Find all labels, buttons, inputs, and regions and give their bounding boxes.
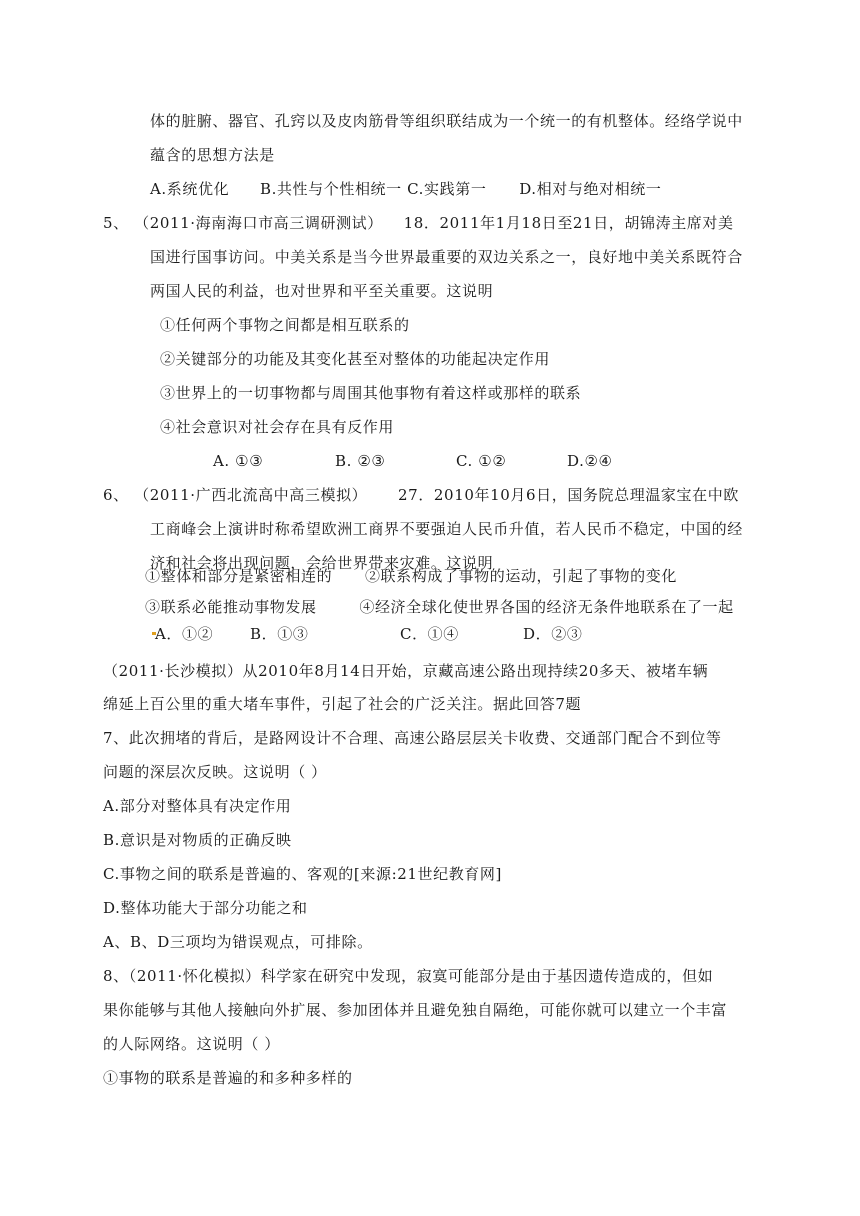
q6-statement-row-2: [145, 597, 734, 617]
q6-stem-line-1: [103, 485, 739, 505]
q5-number: 5、: [103, 214, 129, 232]
q6-number: 6、: [103, 486, 129, 504]
q5-statement-3: ③世界上的一切事物都与周围其他事物有着这样或那样的联系: [160, 384, 582, 402]
q5-option-c: C. ①②: [456, 452, 507, 470]
q5-statement-2: ②关键部分的功能及其变化甚至对整体的功能起决定作用: [160, 350, 551, 368]
q6-option-b: B．①③: [250, 625, 309, 643]
q4-option-b: B.共性与个性相统一: [259, 180, 402, 198]
q4-stem-line-2: 蕴含的思想方法是: [150, 146, 275, 164]
q7-stem-line-1: 7、此次拥堵的背后，是路网设计不合理、高速公路层层关卡收费、交通部门配合不到位等: [103, 729, 722, 747]
q6-option-a: A．①②: [155, 625, 214, 643]
q6-statement-4: ④经济全球化使世界各国的经济无条件地联系在了一起: [359, 598, 734, 616]
q8-stem-line-2: 果你能够与其他人接触向外扩展、参加团体并且避免独自隔绝，可能你就可以建立一个丰富: [103, 1001, 728, 1019]
q6-statement-row-1: [145, 566, 677, 586]
q4-stem-line-1: 体的脏腑、器官、孔窍以及皮肉筋骨等组织联结成为一个统一的有机整体。经络学说中: [150, 112, 743, 130]
q7-option-c: C.事物之间的联系是普遍的、客观的[来源:21世纪教育网]: [103, 865, 502, 883]
q6-source: （2011·广西北流高中高三模拟）: [134, 486, 368, 504]
q6-statement-1: ①整体和部分是紧密相连的: [145, 567, 333, 585]
q5-stem-line-3: 两国人民的利益，也对世界和平至关重要。这说明: [150, 282, 494, 300]
q6-statement-2: ②联系构成了事物的运动，引起了事物的变化: [364, 567, 677, 585]
material-line-2: 绵延上百公里的重大堵车事件，引起了社会的广泛关注。据此回答7题: [103, 695, 582, 713]
q5-statement-4: ④社会意识对社会存在具有反作用: [160, 418, 395, 436]
q5-option-d: D.②④: [567, 452, 613, 470]
q8-statement-1: ①事物的联系是普遍的和多种多样的: [103, 1069, 353, 1087]
q6-option-c: C．①④: [400, 625, 459, 643]
q7-analysis: A、B、D三项均为错误观点，可排除。: [103, 933, 373, 951]
material-line-1: （2011·长沙模拟）从2010年8月14日开始，京藏高速公路出现持续20多天、被堵车辆: [103, 662, 709, 680]
q7-option-a: A.部分对整体具有决定作用: [103, 797, 292, 815]
q4-option-c: C.实践第一: [407, 180, 487, 198]
q4-option-d: D.相对与绝对相统一: [519, 180, 662, 198]
q5-option-b: B. ②③: [335, 452, 386, 470]
q8-stem-line-1: 8、（2011·怀化模拟）科学家在研究中发现，寂寞可能部分是由于基因遗传造成的，但如: [103, 967, 714, 985]
q7-option-b: B.意识是对物质的正确反映: [103, 831, 292, 849]
q5-source: （2011·海南海口市高三调研测试）: [134, 214, 383, 232]
q5-statement-1: ①任何两个事物之间都是相互联系的: [160, 316, 410, 334]
q5-stem-line-1: [103, 213, 734, 233]
q6-statement-3: ③联系必能推动事物发展: [145, 598, 317, 616]
q6-option-d: D．②③: [523, 625, 583, 643]
q5-option-a: A. ①③: [213, 452, 264, 470]
q6-stem-line-3: 济和社会将出现问题，会给世界带来灾难。这说明: [150, 554, 494, 572]
q5-stem-text-1: 18．2011年1月18日至21日，胡锦涛主席对美: [403, 214, 734, 232]
q4-option-a: A.系统优化: [150, 180, 230, 198]
q5-stem-line-2: 国进行国事访问。中美关系是当今世界最重要的双边关系之一，良好地中美关系既符合: [150, 248, 743, 266]
q7-option-d: D.整体功能大于部分功能之和: [103, 899, 308, 917]
q7-stem-line-2: 问题的深层次反映。这说明（ ）: [103, 763, 327, 781]
q8-stem-line-3: 的人际网络。这说明（ ）: [103, 1035, 280, 1053]
q6-stem-text-1: 27．2010年10月6日，国务院总理温家宝在中欧: [398, 486, 739, 504]
q6-stem-line-2: 工商峰会上演讲时称希望欧洲工商界不要强迫人民币升值，若人民币不稳定，中国的经: [150, 520, 743, 538]
q4-options: [150, 179, 661, 199]
